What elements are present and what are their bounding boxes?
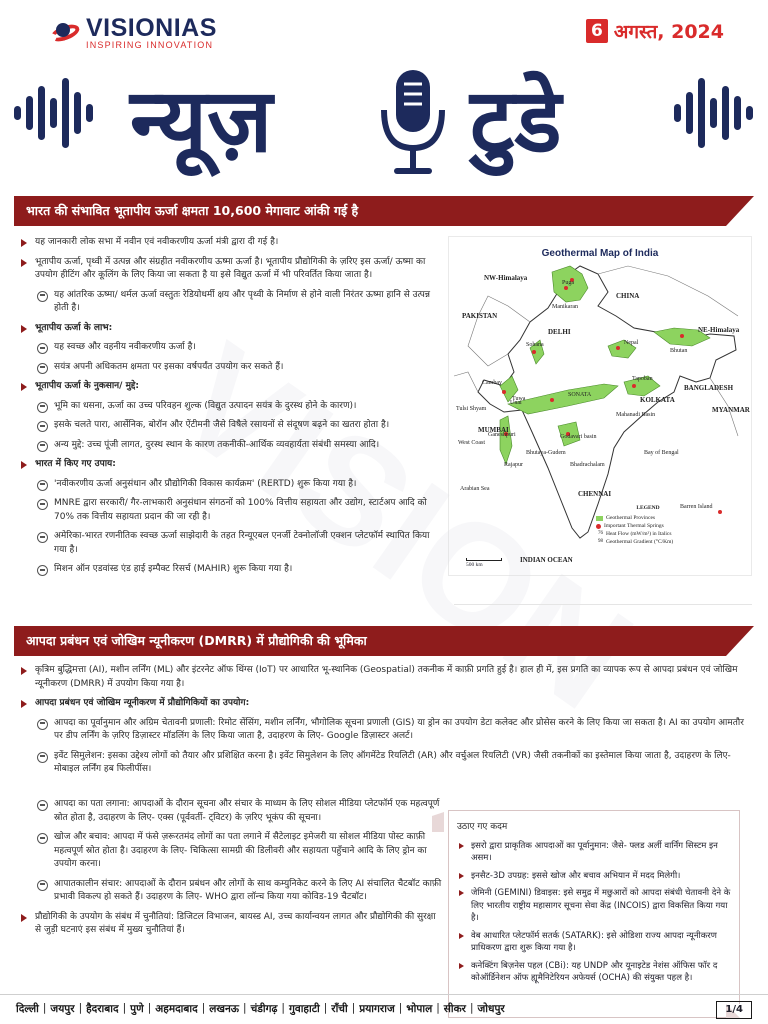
map-label: Arabian Sea [460,486,490,492]
map-label: INDIAN OCEAN [520,556,573,564]
map-label: Bhutan [670,348,688,354]
list-item: कनेक्टिंग बिज़नेस पहल (CBi): यह UNDP और यूनाइटेड नेशंस ऑफिस फॉर द कोऑर्डिनेशन ऑफ ह्यूमैनिटेरियन अफेयर्स (OCHA) की संयुक्त पहल है। [457,960,731,985]
map-label: Unai [510,400,522,406]
city-link[interactable]: दिल्ली [16,1003,39,1015]
date-day: 6 [586,19,608,43]
list-item: भूमि का धसना, ऊर्जा का उच्च परिवहन शुल्क (विद्युत उत्पादन सयंत्र के दुरस्थ होने के कारण)। [18,400,442,414]
city-link[interactable]: अहमदाबाद [155,1003,198,1015]
list-item: 'नवीकरणीय ऊर्जा अनुसंधान और प्रौद्योगिकी विकास कार्यक्रम' (RERTD) शुरू किया गया है। [18,478,442,492]
list-item: यह स्वच्छ और वहनीय नवीकरणीय ऊर्जा है। [18,341,442,355]
page-number: 1/4 [716,1001,752,1019]
benefits-heading: भूतापीय ऊर्जा के लाभ: [18,322,442,336]
legend-item: 76 Heat Flow (mW/m²) in Italics [598,531,672,537]
list-item: अमेरिका-भारत रणनीतिक स्वच्छ ऊर्जा साझेदारी के तहत रिन्यूएबल एनर्जी टेक्नोलॉजी एक्शन प्लेटफॉर्म स्थापित किया गया है। [18,530,442,557]
map-label: Rajapur [504,462,523,468]
legend-item: Important Thermal Springs [596,522,700,530]
map-label: DELHI [548,328,571,336]
map-label: Barren Island [680,504,713,510]
list-item: कृत्रिम बुद्धिमत्ता (AI), मशीन लर्निंग (ML) और इंटरनेट ऑफ थिंग्स (IoT) पर आधारित भू-स्थानिक (Geospatial) तकनीक में काफ़ी प्रगति हुई है। हाल ही में, इस प्रगति का व्यापक रूप से आपदा प्रबंधन एवं जोखिम न्यूनीकरण (DMRR) में उपयोग किया गया है। [18,664,752,691]
sound-wave-right-icon [662,58,758,168]
list-item: यह जानकारी लोक सभा में नवीन एवं नवीकरणीय ऊर्जा मंत्री द्वारा दी गई है। [18,236,442,250]
city-link[interactable]: प्रयागराज [359,1003,395,1015]
map-label: NW-Himalaya [484,274,528,282]
map-label: Tapoban [632,376,653,382]
list-item: यह आंतरिक ऊष्मा/ थर्मल ऊर्जा वस्तुतः रेडियोधर्मी क्षय और पृथ्वी के निर्माण से होने वाली निरंतर ऊष्मा हानि से उत्पन्न होती है। [18,289,442,316]
list-item: MNRE द्वारा सरकारी/ गैर-लाभकारी अनुसंधान संगठनों को 100% वित्तीय सहायता और उद्योग, स्टार्टअप आदि को 70% तक वित्तीय सहायता प्रदान की जा रही है। [18,497,442,524]
list-item: आपातकालीन संचार: आपदाओं के दौरान प्रबंधन और लोगों के साथ कम्युनिकेट करने के लिए AI संचालित चैटबॉट काफ़ी प्रभावी विकल्प हो सकते हैं। उदाहरण के लिए- WHO द्वारा लॉन्च किया गया कोविड-19 चैटबॉट। [18,878,442,905]
map-label: Bay of Bengal [644,450,679,456]
legend-title: LEGEND [636,505,660,511]
section-title-geothermal: भारत की संभावित भूतापीय ऊर्जा क्षमता 10,600 मेगावाट आंकी गई है [14,196,754,226]
box-tab-icon [432,812,444,832]
list-item: प्रौद्योगिकी के उपयोग के संबंध में चुनौतियां: डिजिटल विभाजन, बायस्ड AI, उच्च कार्यान्वयन लागत और प्रौद्योगिकी की सुरक्षा से जुड़ी घटनाएं इस संबंध में मुख्य चुनौतियां हैं। [18,911,442,938]
map-label: BANGLADESH [684,384,734,392]
map-label: Mahanadi Basin [616,412,656,418]
city-link[interactable]: पुणे [130,1003,144,1015]
map-label: NE-Himalaya [698,326,740,334]
city-link[interactable]: हैदराबाद [86,1003,119,1015]
list-item: आपदा का पूर्वानुमान और अग्रिम चेतावनी प्रणाली: रिमोट सेंसिंग, मशीन लर्निंग, भौगोलिक सूचना प्रणाली (GIS) या ड्रोन का उपयोग डेटा कलेक्ट और प्रोसेस करने के लिए किया जा सकता है। AI का उपयोग आमतौर पर डीप लर्निंग के ज़रिए डिज़ास्टर मॉडलिंग के लिए किया जाता है, उदाहरण के लिए- Google डिज़ास्टर अलर्ट। [18,717,752,744]
map-label: Nepal [624,340,639,346]
city-link[interactable]: लखनऊ [209,1003,240,1015]
footer [0,994,768,1024]
list-item: वेब आधारित प्लेटफॉर्म सतर्क (SATARK): इसे ओडिशा राज्य आपदा न्यूनीकरण प्राधिकरण द्वारा शुरू किया गया है। [457,930,731,955]
top-bar [0,0,768,60]
issue-date [586,18,724,44]
map-label: Ganeshpuri [488,432,516,438]
date-month-year: अगस्त, 2024 [613,21,724,43]
logo-swoosh-icon [48,20,82,46]
map-label: West Coast [458,440,486,446]
divider [454,604,752,605]
list-item: आपदा का पता लगाना: आपदाओं के दौरान सूचना और संचार के माध्यम के लिए सोशल मीडिया प्लेटफॉर्म एक महत्वपूर्ण स्रोत होता है, उदाहरण के लिए- एक्स (पूर्ववर्ती- ट्विटर) के ज़रिए भूकंप की सूचना। [18,798,442,825]
map-legend [596,504,700,546]
legend-item: Geothermal Provinces [596,514,700,522]
map-label: Sohana [526,342,544,348]
city-link[interactable]: सीकर [443,1003,466,1015]
map-label: Bhutaya-Gudem [526,450,566,456]
tech-heading: आपदा प्रबंधन एवं जोखिम न्यूनीकरण में प्रौद्योगिकियों का उपयोग: [18,697,752,711]
city-link[interactable]: गुवाहाटी [288,1003,320,1015]
map-label: Manikaran [552,304,578,310]
masthead-title-today: टुडे [470,69,562,172]
dmrr-article-top [18,664,752,783]
section-title-dmrr: आपदा प्रबंधन एवं जोखिम न्यूनीकरण (DMRR) में प्रौद्योगिकी की भूमिका [14,626,754,656]
map-label: Tulsi Shyam [456,406,487,412]
city-link[interactable]: जोधपुर [477,1003,505,1015]
logo-name: VISIONIAS [86,14,217,42]
map-label: Godavari basin [560,434,597,440]
map-label: Cambay [482,380,502,386]
list-item: खोज और बचाव: आपदा में फंसे ज़रूरतमंद लोगों का पता लगाने में सैटेलाइट इमेजरी या सोशल मीडिया पोस्ट काफ़ी महत्वपूर्ण स्रोत होता है। उदाहरण के लिए- चिकित्सा सामग्री की डिलीवरी और सहायता पहुँचाने आदि के लिए ड्रोन का उपयोग करना। [18,831,442,872]
map-label: CHENNAI [578,490,612,498]
list-item: अन्य मुद्दे: उच्च पूंजी लागत, दुरस्थ स्थान के कारण तकनीकी-आर्थिक व्यवहार्यता संबंधी समस्या आदि। [18,439,442,453]
map-label: Puga [562,280,574,286]
legend-item: 98 Geothermal Gradient (°C/Km) [598,539,674,545]
logo-tagline: INSPIRING INNOVATION [86,40,214,50]
list-item: मिशन ऑन एडवांस्ड एंड हाई इम्पैक्ट रिसर्च (MAHIR) शुरू किया गया है। [18,563,442,577]
geothermal-article [18,236,442,583]
dmrr-article-bottom [18,798,442,944]
map-label: Tuwa [512,396,526,402]
list-item: इसरो द्वारा प्राकृतिक आपदाओं का पूर्वानुमान: जैसे- फ्लड अर्ली वार्निंग सिस्टम इन असम। [457,840,731,865]
city-link[interactable]: भोपाल [406,1003,433,1015]
vision-ias-logo[interactable] [48,16,217,50]
geothermal-map [448,236,752,576]
list-item: भूतापीय ऊर्जा, पृथ्वी में उत्पन्न और संग्रहीत नवीकरणीय ऊष्मा ऊर्जा है। भूतापीय प्रौद्योगिकी के ज़रिए इस ऊर्जा/ ऊष्मा का उपयोग हीटिंग और कूलिंग के लिए किया जा सकता है या इसे विद्युत ऊर्जा में भी परिवर्तित किया जाता है। [18,256,442,283]
map-scale: 500 km [466,558,502,568]
city-list: दिल्ली | जयपुर | हैदराबाद | पुणे | अहमदाबाद | लखनऊ | चंडीगढ़ | गुवाहाटी | राँची | प्रयागराज | भोपाल | सीकर | जोधपुर [16,1002,505,1015]
microphone-icon [370,64,456,184]
sound-wave-left-icon [10,58,106,168]
map-label: SONATA [568,392,592,398]
city-link[interactable]: जयपुर [50,1003,75,1015]
steps-heading: भारत में किए गए उपाय: [18,458,442,472]
masthead [0,58,768,182]
box-title: उठाए गए कदम [457,822,508,832]
city-link[interactable]: राँची [331,1003,348,1015]
map-title: Geothermal Map of India [541,248,659,259]
list-item: इवेंट सिमुलेशन: इसका उद्देश्य लोगों को तैयार और प्रशिक्षित करना है। इवेंट सिमुलेशन के लिए ऑगमेंटेड रियलिटी (AR) और वर्चुअल रियलिटी (VR) जैसी तकनीकों का इस्तेमाल किया जाता है, उदाहरण के लिए- मोबाइल लर्निंग हब फिलीपींस। [18,750,752,777]
list-item: सयंत्र अपनी अधिकतम क्षमता पर इसका वर्षपर्यंत उपयोग कर सकते हैं। [18,361,442,375]
issues-heading: भूतापीय ऊर्जा के नुकसान/ मुद्दे: [18,380,442,394]
map-label: MYANMAR [712,406,750,414]
list-item: जेमिनी (GEMINI) डिवाइस: इसे समुद्र में मछुआरों को आपदा संबंधी चेतावनी देने के लिए भारतीय राष्ट्रीय महासागर सूचना सेवा केंद्र (INCOIS) द्वारा विकसित किया गया है। [457,887,731,925]
map-label: MUMBAI [478,426,509,434]
map-label: PAKISTAN [462,312,498,320]
map-label: KOLKATA [640,396,675,404]
masthead-title-news: न्यूज़ [130,69,273,172]
list-item: इनसैट-3D उपग्रह: इससे खोज और बचाव अभियान में मदद मिलेगी। [457,870,731,883]
steps-taken-box [448,810,740,1018]
list-item: इसके चलते पारा, आर्सेनिक, बोरॉन और ऐंटीमनी जैसे विषैले रसायनों से संदूषण बढ़ने का खतरा होता है। [18,419,442,433]
map-label: Bhadrachalam [570,462,605,468]
city-link[interactable]: चंडीगढ़ [250,1003,278,1015]
map-label: CHINA [616,292,640,300]
